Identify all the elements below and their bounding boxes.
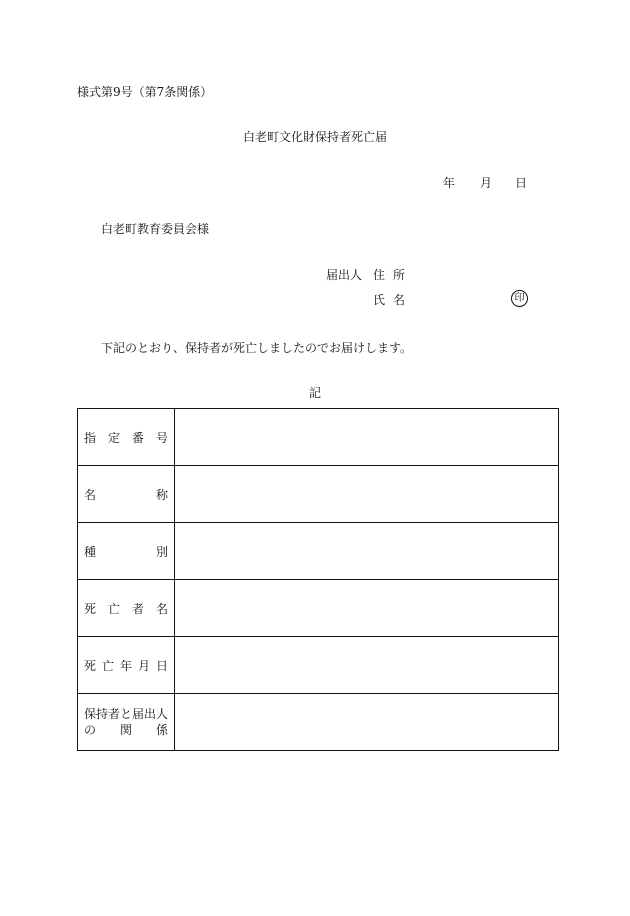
death-date-label [78, 637, 175, 694]
name-label: 氏名 [373, 293, 414, 307]
designation-number-field[interactable] [175, 409, 559, 466]
death-date-field[interactable] [175, 637, 559, 694]
label-char: 係 [155, 723, 168, 737]
type-field[interactable] [175, 523, 559, 580]
label-char: 種 [84, 544, 97, 559]
deceased-name-field[interactable] [175, 580, 559, 637]
label-char: 名 [155, 601, 168, 616]
date-year-label: 年 [443, 176, 456, 190]
relationship-label [78, 694, 175, 751]
table-row [78, 466, 559, 523]
label-char: 号 [155, 430, 168, 445]
applicant-label: 届出人 [326, 268, 363, 282]
table-row [78, 637, 559, 694]
label-char: 亡 [107, 601, 120, 616]
label-char: 番 [131, 430, 144, 445]
table-row [78, 409, 559, 466]
label-char: 年 [119, 658, 132, 673]
relationship-field[interactable] [175, 694, 559, 751]
relationship-label-line1: 保持者と届出人 [84, 707, 169, 721]
ki-label: 記 [308, 386, 321, 400]
label-char: 日 [155, 658, 168, 673]
date-month-label: 月 [480, 176, 493, 190]
label-char: 名 [84, 487, 97, 502]
type-label [78, 523, 175, 580]
label-char: の [84, 723, 97, 737]
label-char: 者 [131, 601, 144, 616]
document-title: 白老町文化財保持者死亡届 [242, 130, 387, 144]
label-char: 別 [155, 544, 168, 559]
label-char: 死 [84, 658, 97, 673]
designation-number-label [78, 409, 175, 466]
record-table [77, 408, 559, 751]
label-char: 亡 [101, 658, 114, 673]
deceased-name-label [78, 580, 175, 637]
label-char: 月 [137, 658, 150, 673]
name-title-label [78, 466, 175, 523]
date-day-label: 日 [515, 176, 528, 190]
name-title-field[interactable] [175, 466, 559, 523]
label-char: 死 [84, 601, 97, 616]
label-char: 指 [84, 430, 97, 445]
address-label: 住所 [373, 268, 414, 282]
form-number: 様式第9号（第7条関係） [77, 85, 213, 99]
table-row [78, 580, 559, 637]
label-char: 関 [119, 723, 132, 737]
table-row [78, 523, 559, 580]
seal-mark: 印 [511, 290, 528, 307]
label-char: 定 [107, 430, 120, 445]
body-text: 下記のとおり、保持者が死亡しましたのでお届けします。 [101, 341, 413, 355]
table-row [78, 694, 559, 751]
label-char: 称 [155, 487, 168, 502]
addressee: 白老町教育委員会様 [101, 222, 210, 236]
